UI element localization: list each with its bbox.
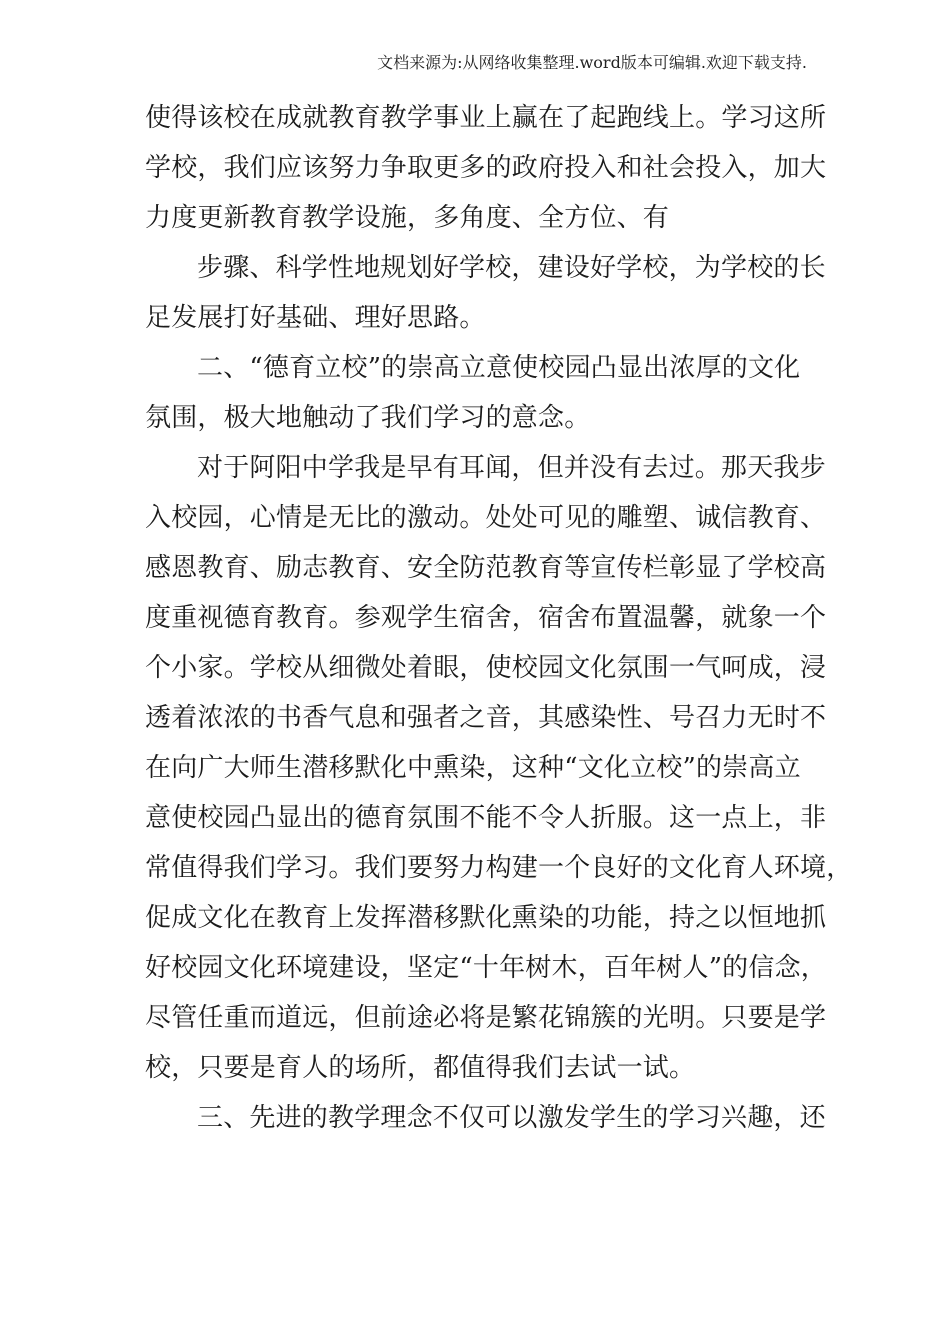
body-line: 常值得我们学习。我们要努力构建一个良好的文化育人环境， <box>145 853 853 883</box>
section-heading-2: 二、“德育立校”的崇高立意使校园凸显出浓厚的文化 <box>197 353 801 383</box>
header-source-note: 文档来源为:从网络收集整理.word版本可编辑.欢迎下载支持. <box>377 53 807 72</box>
body-line: 好校园文化环境建设，坚定“十年树木，百年树人”的信念， <box>145 953 827 983</box>
section-heading-3: 三、先进的教学理念不仅可以激发学生的学习兴趣，还 <box>197 1103 826 1133</box>
body-line: 力度更新教育教学设施，多角度、全方位、有 <box>145 203 670 233</box>
body-line: 对于阿阳中学我是早有耳闻，但并没有去过。那天我步 <box>197 453 826 483</box>
body-line: 促成文化在教育上发挥潜移默化熏染的功能，持之以恒地抓 <box>145 903 827 933</box>
body-line: 个小家。学校从细微处着眼，使校园文化氛围一气呵成，浸 <box>145 653 827 683</box>
body-line: 感恩教育、励志教育、安全防范教育等宣传栏彰显了学校高 <box>145 553 827 583</box>
body-line: 度重视德育教育。参观学生宿舍，宿舍布置温馨，就象一个 <box>145 603 827 633</box>
body-line: 透着浓浓的书香气息和强者之音，其感染性、号召力无时不 <box>145 703 827 733</box>
body-line: 使得该校在成就教育教学事业上赢在了起跑线上。学习这所 <box>145 103 827 133</box>
body-line: 入校园，心情是无比的激动。处处可见的雕塑、诚信教育、 <box>145 503 827 533</box>
section-heading-2-cont: 氛围，极大地触动了我们学习的意念。 <box>145 403 591 433</box>
body-line: 步骤、科学性地规划好学校，建设好学校，为学校的长 <box>197 253 826 283</box>
body-line: 足发展打好基础、理好思路。 <box>145 303 486 333</box>
body-line: 学校，我们应该努力争取更多的政府投入和社会投入，加大 <box>145 153 827 183</box>
body-line: 意使校园凸显出的德育氛围不能不令人折服。这一点上，非 <box>145 803 827 833</box>
body-line: 校，只要是育人的场所，都值得我们去试一试。 <box>145 1053 696 1083</box>
body-line: 在向广大师生潜移默化中熏染，这种“文化立校”的崇高立 <box>145 753 801 783</box>
body-line: 尽管任重而道远，但前途必将是繁花锦簇的光明。只要是学 <box>145 1003 827 1033</box>
